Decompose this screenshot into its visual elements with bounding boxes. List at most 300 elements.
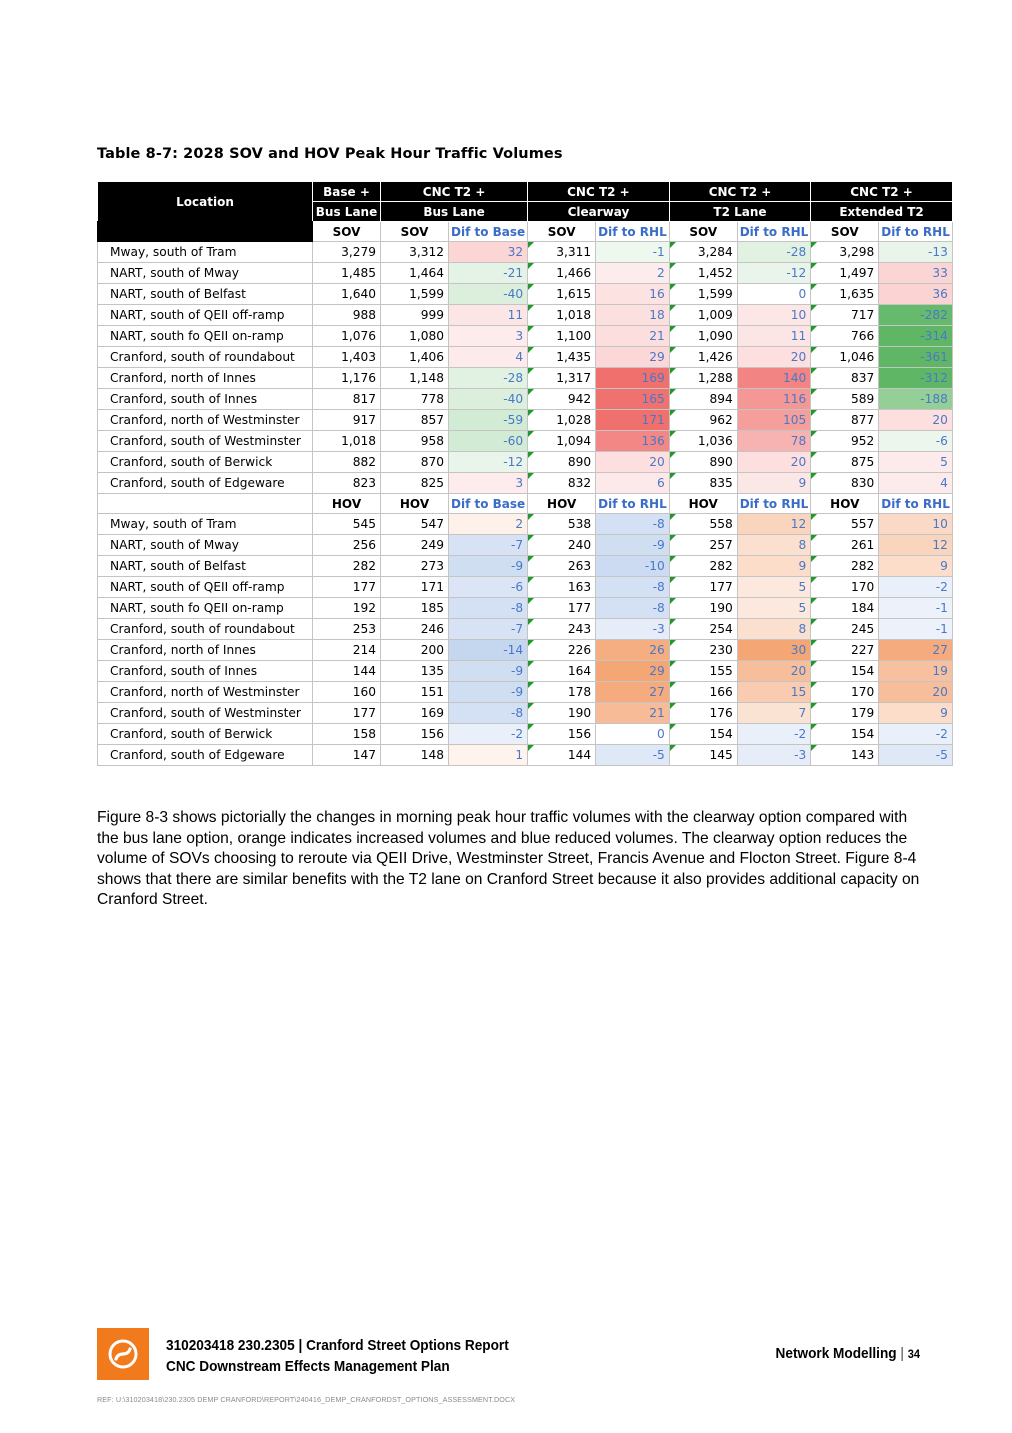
difference-cell: 11 bbox=[737, 326, 811, 347]
difference-cell: -314 bbox=[879, 326, 953, 347]
difference-cell: -8 bbox=[596, 577, 670, 598]
difference-cell: -9 bbox=[449, 556, 528, 577]
volume-cell: 190 bbox=[528, 703, 596, 724]
volume-cell: 164 bbox=[528, 661, 596, 682]
volume-cell: 178 bbox=[528, 682, 596, 703]
difference-cell: 20 bbox=[596, 452, 670, 473]
hov-subheader-row bbox=[98, 494, 953, 514]
volume-cell: 825 bbox=[381, 473, 449, 494]
difference-cell: -282 bbox=[879, 305, 953, 326]
volume-cell: 170 bbox=[811, 682, 879, 703]
table-row bbox=[98, 305, 953, 326]
volume-cell: 1,317 bbox=[528, 368, 596, 389]
volume-cell: 179 bbox=[811, 703, 879, 724]
volume-cell: 3,311 bbox=[528, 242, 596, 263]
table-row bbox=[98, 242, 953, 263]
difference-cell: -40 bbox=[449, 284, 528, 305]
location-cell: Cranford, south of Berwick bbox=[98, 452, 313, 473]
volume-cell: 177 bbox=[313, 577, 381, 598]
difference-cell: -312 bbox=[879, 368, 953, 389]
difference-cell: 16 bbox=[596, 284, 670, 305]
difference-cell: -28 bbox=[449, 368, 528, 389]
difference-cell: 1 bbox=[449, 745, 528, 766]
difference-cell: 4 bbox=[879, 473, 953, 494]
location-cell: Mway, south of Tram bbox=[98, 242, 313, 263]
volume-cell: 832 bbox=[528, 473, 596, 494]
difference-cell: -7 bbox=[449, 619, 528, 640]
volume-cell: 877 bbox=[811, 410, 879, 431]
volume-cell: 257 bbox=[669, 535, 737, 556]
volume-cell: 988 bbox=[313, 305, 381, 326]
location-cell: Cranford, north of Innes bbox=[98, 368, 313, 389]
footer-separator: | bbox=[900, 1346, 904, 1362]
volume-cell: 177 bbox=[669, 577, 737, 598]
section-name: Network Modelling bbox=[775, 1346, 897, 1362]
difference-cell: -2 bbox=[879, 724, 953, 745]
volume-cell: 1,076 bbox=[313, 326, 381, 347]
volume-cell: 1,100 bbox=[528, 326, 596, 347]
table-row bbox=[98, 473, 953, 494]
volume-cell: 1,452 bbox=[669, 263, 737, 284]
volume-cell: 1,403 bbox=[313, 347, 381, 368]
volume-cell: 558 bbox=[669, 514, 737, 535]
volume-cell: 154 bbox=[811, 724, 879, 745]
difference-cell: -28 bbox=[737, 242, 811, 263]
column-subheader: SOV bbox=[528, 222, 596, 242]
volume-cell: 1,466 bbox=[528, 263, 596, 284]
difference-cell: 10 bbox=[737, 305, 811, 326]
column-subheader: Dif to RHL bbox=[879, 222, 953, 242]
volume-cell: 1,080 bbox=[381, 326, 449, 347]
difference-cell: -8 bbox=[449, 598, 528, 619]
location-cell: Cranford, south of Berwick bbox=[98, 724, 313, 745]
difference-cell: -8 bbox=[596, 598, 670, 619]
volume-cell: 1,635 bbox=[811, 284, 879, 305]
volume-cell: 144 bbox=[313, 661, 381, 682]
volume-cell: 249 bbox=[381, 535, 449, 556]
difference-cell: 105 bbox=[737, 410, 811, 431]
table-row bbox=[98, 535, 953, 556]
column-subheader: Dif to Base bbox=[449, 222, 528, 242]
difference-cell: 9 bbox=[737, 556, 811, 577]
volume-cell: 3,298 bbox=[811, 242, 879, 263]
footer-title bbox=[166, 1336, 509, 1378]
difference-cell: 136 bbox=[596, 431, 670, 452]
column-subheader: HOV bbox=[313, 494, 381, 514]
difference-cell: 20 bbox=[879, 682, 953, 703]
location-cell: Cranford, south of Edgeware bbox=[98, 473, 313, 494]
volume-cell: 817 bbox=[313, 389, 381, 410]
volume-cell: 282 bbox=[313, 556, 381, 577]
table-row bbox=[98, 577, 953, 598]
difference-cell: 18 bbox=[596, 305, 670, 326]
difference-cell: 9 bbox=[879, 556, 953, 577]
difference-cell: 21 bbox=[596, 326, 670, 347]
difference-cell: -361 bbox=[879, 347, 953, 368]
location-cell: NART, south of Belfast bbox=[98, 284, 313, 305]
volume-cell: 135 bbox=[381, 661, 449, 682]
volume-cell: 154 bbox=[669, 724, 737, 745]
difference-cell: -1 bbox=[879, 598, 953, 619]
difference-cell: 3 bbox=[449, 473, 528, 494]
column-subheader: Dif to RHL bbox=[596, 494, 670, 514]
difference-cell: 11 bbox=[449, 305, 528, 326]
volume-cell: 547 bbox=[381, 514, 449, 535]
volume-cell: 169 bbox=[381, 703, 449, 724]
volume-cell: 1,426 bbox=[669, 347, 737, 368]
table-row bbox=[98, 661, 953, 682]
volume-cell: 882 bbox=[313, 452, 381, 473]
volume-cell: 190 bbox=[669, 598, 737, 619]
column-subheader: SOV bbox=[669, 222, 737, 242]
difference-cell: 2 bbox=[596, 263, 670, 284]
difference-cell: -7 bbox=[449, 535, 528, 556]
volume-cell: 875 bbox=[811, 452, 879, 473]
volume-cell: 890 bbox=[528, 452, 596, 473]
volume-cell: 253 bbox=[313, 619, 381, 640]
location-cell: NART, south of Mway bbox=[98, 535, 313, 556]
table-row bbox=[98, 431, 953, 452]
location-cell: Mway, south of Tram bbox=[98, 514, 313, 535]
volume-cell: 200 bbox=[381, 640, 449, 661]
difference-cell: 27 bbox=[596, 682, 670, 703]
table-row bbox=[98, 263, 953, 284]
column-subheader: HOV bbox=[811, 494, 879, 514]
volume-cell: 263 bbox=[528, 556, 596, 577]
volume-cell: 282 bbox=[669, 556, 737, 577]
difference-cell: 20 bbox=[879, 410, 953, 431]
difference-cell: 3 bbox=[449, 326, 528, 347]
volume-cell: 837 bbox=[811, 368, 879, 389]
volume-cell: 857 bbox=[381, 410, 449, 431]
subheader-blank bbox=[98, 494, 313, 514]
table-row bbox=[98, 347, 953, 368]
company-logo bbox=[97, 1328, 149, 1380]
volume-cell: 185 bbox=[381, 598, 449, 619]
difference-cell: 5 bbox=[879, 452, 953, 473]
difference-cell: 26 bbox=[596, 640, 670, 661]
column-subheader: HOV bbox=[528, 494, 596, 514]
volume-cell: 147 bbox=[313, 745, 381, 766]
difference-cell: -12 bbox=[449, 452, 528, 473]
difference-cell: -14 bbox=[449, 640, 528, 661]
volume-cell: 246 bbox=[381, 619, 449, 640]
traffic-volume-table bbox=[97, 181, 953, 766]
volume-cell: 835 bbox=[669, 473, 737, 494]
logo-icon bbox=[97, 1328, 149, 1380]
volume-cell: 1,406 bbox=[381, 347, 449, 368]
location-cell: NART, south fo QEII on-ramp bbox=[98, 598, 313, 619]
volume-cell: 870 bbox=[381, 452, 449, 473]
volume-cell: 589 bbox=[811, 389, 879, 410]
volume-cell: 1,009 bbox=[669, 305, 737, 326]
difference-cell: 2 bbox=[449, 514, 528, 535]
difference-cell: 12 bbox=[879, 535, 953, 556]
group-header: Extended T2 bbox=[811, 202, 953, 222]
difference-cell: 0 bbox=[596, 724, 670, 745]
volume-cell: 538 bbox=[528, 514, 596, 535]
volume-cell: 1,599 bbox=[669, 284, 737, 305]
volume-cell: 160 bbox=[313, 682, 381, 703]
table-row bbox=[98, 598, 953, 619]
column-subheader: HOV bbox=[381, 494, 449, 514]
volume-cell: 154 bbox=[811, 661, 879, 682]
volume-cell: 243 bbox=[528, 619, 596, 640]
difference-cell: -5 bbox=[879, 745, 953, 766]
column-subheader: SOV bbox=[811, 222, 879, 242]
footer-report-line: 310203418 230.2305 | Cranford Street Options Report bbox=[166, 1338, 509, 1354]
volume-cell: 1,090 bbox=[669, 326, 737, 347]
difference-cell: 6 bbox=[596, 473, 670, 494]
column-subheader: Dif to RHL bbox=[737, 222, 811, 242]
volume-cell: 1,148 bbox=[381, 368, 449, 389]
table-row bbox=[98, 682, 953, 703]
header-row-1 bbox=[98, 182, 953, 202]
group-header: Bus Lane bbox=[313, 202, 381, 222]
difference-cell: 32 bbox=[449, 242, 528, 263]
difference-cell: 169 bbox=[596, 368, 670, 389]
difference-cell: 8 bbox=[737, 535, 811, 556]
difference-cell: -6 bbox=[449, 577, 528, 598]
difference-cell: -21 bbox=[449, 263, 528, 284]
location-cell: Cranford, south of Edgeware bbox=[98, 745, 313, 766]
volume-cell: 958 bbox=[381, 431, 449, 452]
volume-cell: 917 bbox=[313, 410, 381, 431]
group-header: Bus Lane bbox=[381, 202, 528, 222]
group-header: CNC T2 + bbox=[381, 182, 528, 202]
difference-cell: 9 bbox=[737, 473, 811, 494]
volume-cell: 1,464 bbox=[381, 263, 449, 284]
difference-cell: -1 bbox=[879, 619, 953, 640]
volume-cell: 273 bbox=[381, 556, 449, 577]
volume-cell: 1,615 bbox=[528, 284, 596, 305]
table-row bbox=[98, 640, 953, 661]
volume-cell: 557 bbox=[811, 514, 879, 535]
table-row bbox=[98, 452, 953, 473]
volume-cell: 890 bbox=[669, 452, 737, 473]
table-row bbox=[98, 284, 953, 305]
volume-cell: 170 bbox=[811, 577, 879, 598]
difference-cell: 165 bbox=[596, 389, 670, 410]
table-row bbox=[98, 389, 953, 410]
difference-cell: 36 bbox=[879, 284, 953, 305]
volume-cell: 145 bbox=[669, 745, 737, 766]
location-header: Location bbox=[98, 182, 313, 222]
column-subheader: SOV bbox=[313, 222, 381, 242]
table-row bbox=[98, 724, 953, 745]
location-cell: NART, south of Belfast bbox=[98, 556, 313, 577]
location-cell: Cranford, south of roundabout bbox=[98, 347, 313, 368]
difference-cell: -10 bbox=[596, 556, 670, 577]
difference-cell: -5 bbox=[596, 745, 670, 766]
difference-cell: -9 bbox=[449, 682, 528, 703]
body-paragraph: Figure 8-3 shows pictorially the changes in morning peak hour traffic volumes with the clearway option compared with the bus lane option, orange indicates increased volumes and blue reduced volumes. The clearway option reduces the volume of SOVs choosing to reroute via QEII Drive, Westminster Street, Francis Avenue and Flocton Street. Figure 8-4 shows that there are similar benefits with the T2 lane on Cranford Street because it also provides additional capacity on Cranford Street. bbox=[97, 809, 920, 908]
volume-cell: 254 bbox=[669, 619, 737, 640]
difference-cell: 7 bbox=[737, 703, 811, 724]
column-subheader: HOV bbox=[669, 494, 737, 514]
difference-cell: -9 bbox=[449, 661, 528, 682]
difference-cell: -6 bbox=[879, 431, 953, 452]
difference-cell: -59 bbox=[449, 410, 528, 431]
volume-cell: 3,312 bbox=[381, 242, 449, 263]
difference-cell: 78 bbox=[737, 431, 811, 452]
group-header: Base + bbox=[313, 182, 381, 202]
difference-cell: -188 bbox=[879, 389, 953, 410]
location-cell: NART, south fo QEII on-ramp bbox=[98, 326, 313, 347]
table-row bbox=[98, 410, 953, 431]
difference-cell: 19 bbox=[879, 661, 953, 682]
volume-cell: 830 bbox=[811, 473, 879, 494]
difference-cell: 0 bbox=[737, 284, 811, 305]
difference-cell: 4 bbox=[449, 347, 528, 368]
volume-cell: 177 bbox=[313, 703, 381, 724]
difference-cell: 10 bbox=[879, 514, 953, 535]
difference-cell: 5 bbox=[737, 577, 811, 598]
volume-cell: 1,497 bbox=[811, 263, 879, 284]
table-row bbox=[98, 326, 953, 347]
volume-cell: 156 bbox=[381, 724, 449, 745]
location-cell: Cranford, south of roundabout bbox=[98, 619, 313, 640]
difference-cell: 116 bbox=[737, 389, 811, 410]
difference-cell: -2 bbox=[879, 577, 953, 598]
location-cell: Cranford, south of Westminster bbox=[98, 703, 313, 724]
difference-cell: 8 bbox=[737, 619, 811, 640]
difference-cell: 5 bbox=[737, 598, 811, 619]
volume-cell: 1,640 bbox=[313, 284, 381, 305]
volume-cell: 163 bbox=[528, 577, 596, 598]
volume-cell: 158 bbox=[313, 724, 381, 745]
volume-cell: 942 bbox=[528, 389, 596, 410]
column-subheader: Dif to Base bbox=[449, 494, 528, 514]
location-cell: NART, south of QEII off-ramp bbox=[98, 577, 313, 598]
volume-cell: 823 bbox=[313, 473, 381, 494]
volume-cell: 1,176 bbox=[313, 368, 381, 389]
difference-cell: -3 bbox=[737, 745, 811, 766]
volume-cell: 226 bbox=[528, 640, 596, 661]
page-number: 34 bbox=[907, 1347, 920, 1361]
table-row bbox=[98, 619, 953, 640]
volume-cell: 1,094 bbox=[528, 431, 596, 452]
difference-cell: 12 bbox=[737, 514, 811, 535]
volume-cell: 214 bbox=[313, 640, 381, 661]
difference-cell: -60 bbox=[449, 431, 528, 452]
difference-cell: -13 bbox=[879, 242, 953, 263]
difference-cell: 20 bbox=[737, 452, 811, 473]
difference-cell: -9 bbox=[596, 535, 670, 556]
difference-cell: 15 bbox=[737, 682, 811, 703]
difference-cell: 20 bbox=[737, 661, 811, 682]
sov-subheader-row bbox=[98, 222, 953, 242]
difference-cell: -40 bbox=[449, 389, 528, 410]
difference-cell: -1 bbox=[596, 242, 670, 263]
column-subheader: SOV bbox=[381, 222, 449, 242]
volume-cell: 155 bbox=[669, 661, 737, 682]
difference-cell: 140 bbox=[737, 368, 811, 389]
volume-cell: 192 bbox=[313, 598, 381, 619]
difference-cell: 30 bbox=[737, 640, 811, 661]
volume-cell: 261 bbox=[811, 535, 879, 556]
table-row bbox=[98, 368, 953, 389]
difference-cell: -2 bbox=[449, 724, 528, 745]
volume-cell: 227 bbox=[811, 640, 879, 661]
group-header: CNC T2 + bbox=[811, 182, 953, 202]
volume-cell: 1,435 bbox=[528, 347, 596, 368]
difference-cell: -2 bbox=[737, 724, 811, 745]
group-header: CNC T2 + bbox=[528, 182, 670, 202]
table-row bbox=[98, 514, 953, 535]
volume-cell: 144 bbox=[528, 745, 596, 766]
column-subheader: Dif to RHL bbox=[596, 222, 670, 242]
difference-cell: 29 bbox=[596, 661, 670, 682]
difference-cell: -8 bbox=[449, 703, 528, 724]
volume-cell: 3,279 bbox=[313, 242, 381, 263]
table-row bbox=[98, 703, 953, 724]
footer-section bbox=[776, 1346, 920, 1362]
table-row bbox=[98, 556, 953, 577]
difference-cell: 20 bbox=[737, 347, 811, 368]
volume-cell: 148 bbox=[381, 745, 449, 766]
volume-cell: 1,046 bbox=[811, 347, 879, 368]
group-header: Clearway bbox=[528, 202, 670, 222]
group-header: CNC T2 + bbox=[669, 182, 811, 202]
volume-cell: 894 bbox=[669, 389, 737, 410]
table-row bbox=[98, 745, 953, 766]
location-cell: NART, south of Mway bbox=[98, 263, 313, 284]
volume-cell: 1,485 bbox=[313, 263, 381, 284]
difference-cell: 27 bbox=[879, 640, 953, 661]
volume-cell: 230 bbox=[669, 640, 737, 661]
volume-cell: 962 bbox=[669, 410, 737, 431]
volume-cell: 156 bbox=[528, 724, 596, 745]
volume-cell: 240 bbox=[528, 535, 596, 556]
subheader-blank bbox=[98, 222, 313, 242]
location-cell: Cranford, south of Innes bbox=[98, 661, 313, 682]
volume-cell: 177 bbox=[528, 598, 596, 619]
volume-cell: 151 bbox=[381, 682, 449, 703]
location-cell: Cranford, north of Westminster bbox=[98, 682, 313, 703]
difference-cell: 21 bbox=[596, 703, 670, 724]
difference-cell: -12 bbox=[737, 263, 811, 284]
volume-cell: 1,018 bbox=[528, 305, 596, 326]
volume-cell: 1,036 bbox=[669, 431, 737, 452]
difference-cell: 171 bbox=[596, 410, 670, 431]
column-subheader: Dif to RHL bbox=[879, 494, 953, 514]
volume-cell: 952 bbox=[811, 431, 879, 452]
volume-cell: 245 bbox=[811, 619, 879, 640]
volume-cell: 256 bbox=[313, 535, 381, 556]
difference-cell: 9 bbox=[879, 703, 953, 724]
volume-cell: 778 bbox=[381, 389, 449, 410]
volume-cell: 176 bbox=[669, 703, 737, 724]
table-caption: Table 8-7: 2028 SOV and HOV Peak Hour Traffic Volumes bbox=[97, 146, 563, 162]
difference-cell: 29 bbox=[596, 347, 670, 368]
volume-cell: 999 bbox=[381, 305, 449, 326]
difference-cell: 33 bbox=[879, 263, 953, 284]
volume-cell: 171 bbox=[381, 577, 449, 598]
volume-cell: 1,599 bbox=[381, 284, 449, 305]
volume-cell: 545 bbox=[313, 514, 381, 535]
location-cell: Cranford, north of Innes bbox=[98, 640, 313, 661]
volume-cell: 282 bbox=[811, 556, 879, 577]
location-cell: Cranford, south of Westminster bbox=[98, 431, 313, 452]
volume-cell: 184 bbox=[811, 598, 879, 619]
column-subheader: Dif to RHL bbox=[737, 494, 811, 514]
location-cell: Cranford, south of Innes bbox=[98, 389, 313, 410]
difference-cell: -3 bbox=[596, 619, 670, 640]
volume-cell: 3,284 bbox=[669, 242, 737, 263]
volume-cell: 766 bbox=[811, 326, 879, 347]
volume-cell: 1,028 bbox=[528, 410, 596, 431]
